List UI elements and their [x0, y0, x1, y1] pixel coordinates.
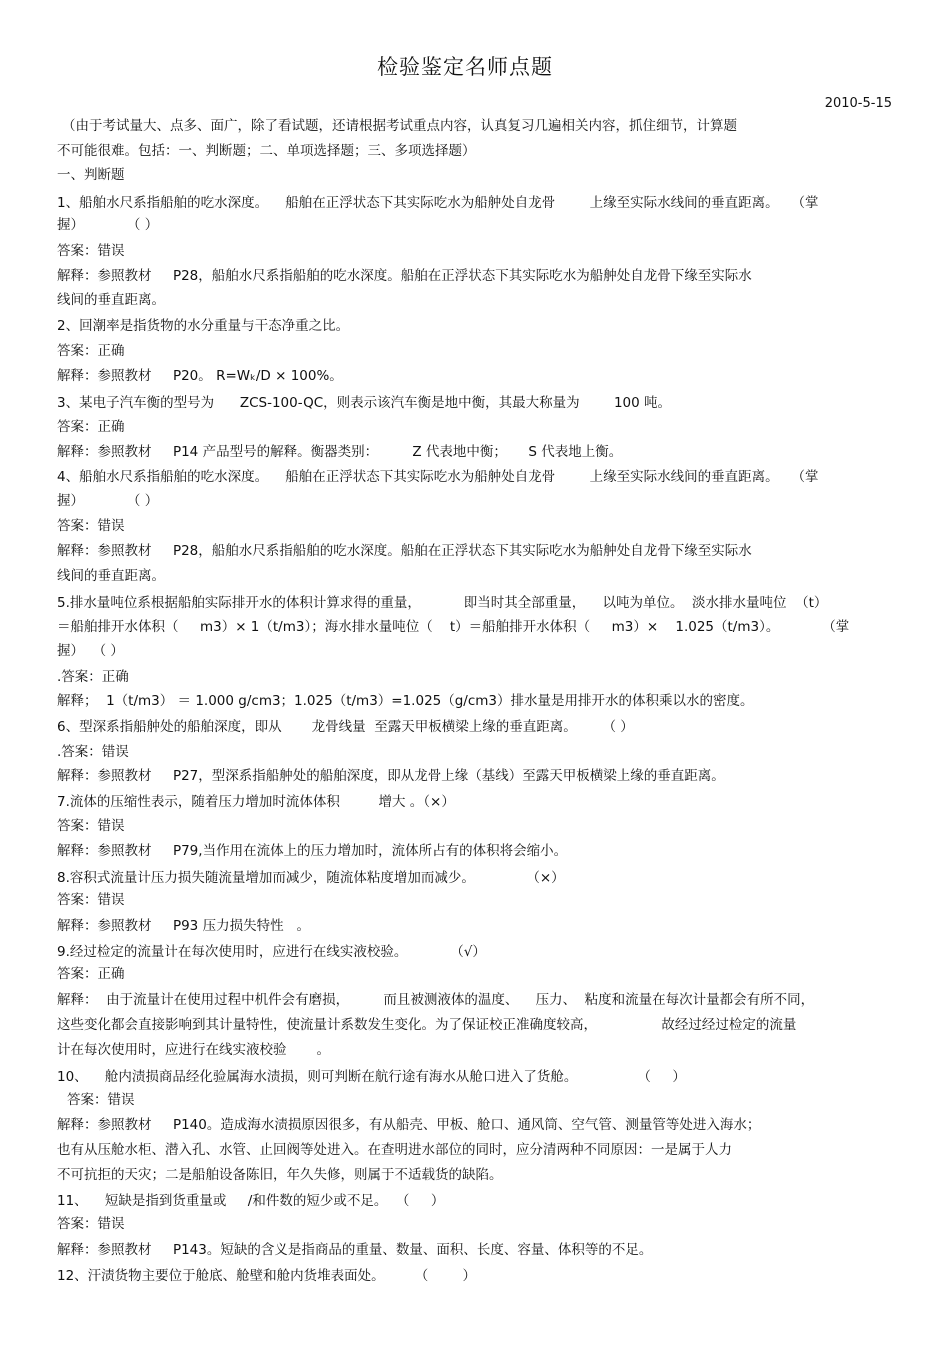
answer-text: 答案：错误 [57, 892, 125, 908]
explanation-text: 解释：参照教材 P143。短缺的含义是指商品的重量、数量、面积、长度、容量、体积等的不足。 [57, 1242, 653, 1258]
text-line: 握） （ ） [57, 217, 159, 233]
question-text: 1、船舶水尺系指船舶的吃水深度。 船舶在正浮状态下其实际吃水为船舯处自龙骨 上缘至实际水线间的垂直距离。 （掌 [57, 195, 819, 211]
text-line: ＝船舶排开水体积（ m3）× 1（t/m3）；海水排水量吨位（ t）＝船舶排开水体积（ m3）× 1.025（t/m3）。 （掌 [57, 619, 850, 635]
answer-text: 答案：正确 [57, 419, 125, 435]
answer-text: 答案：错误 [57, 518, 125, 534]
explanation-text: 解释：参照教材 P140。造成海水渍损原因很多，有从船壳、甲板、舱口、通风筒、空气管、测量管等处进入海水； [57, 1117, 761, 1133]
text-line: 握） （ ） [57, 643, 124, 659]
answer-text: 答案：错误 [57, 1216, 125, 1232]
question-text: 3、某电子汽车衡的型号为 ZCS-100-QC，则表示该汽车衡是地中衡，其最大称量为 100 吨。 [57, 395, 672, 411]
question-text: 12、汗渍货物主要位于舱底、舱壁和舱内货堆表面处。 （ ） [57, 1268, 477, 1284]
question-text: 5.排水量吨位系根据船舶实际排开水的体积计算求得的重量， 即当时其全部重量， 以吨为单位。 淡水排水量吨位 （t） [57, 595, 828, 611]
explanation-text: 解释：参照教材 P93 压力损失特性 。 [57, 918, 310, 934]
question-text: 10、 舱内渍损商品经化验属海水渍损，则可判断在航行途有海水从舱口进入了货舱。 （ ） [57, 1069, 686, 1085]
text-line: 也有从压舱水柜、潜入孔、水管、止回阀等处进入。在查明进水部位的同时，应分清两种不同原因：一是属于人力 [57, 1142, 732, 1158]
answer-text: .答案：错误 [57, 744, 129, 760]
section-heading: 一、判断题 [57, 167, 125, 183]
text-line: 不可能很难。包括：一、判断题；二、单项选择题；三、多项选择题） [57, 143, 476, 159]
text-line: 握） （ ） [57, 493, 159, 509]
document-title: 检验鉴定名师点题 [377, 55, 553, 79]
question-text: 8.容积式流量计压力损失随流量增加而减少，随流体粘度增加而减少。 （×） [57, 870, 565, 886]
explanation-text: 解释： 由于流量计在使用过程中机件会有磨损， 而且被测液体的温度、 压力、 粘度和流量在每次计量都会有所不同， [57, 992, 815, 1008]
explanation-text: 解释：参照教材 P79,当作用在流体上的压力增加时，流体所占有的体积将会缩小。 [57, 843, 568, 859]
text-line: （由于考试量大、点多、面广，除了看试题，还请根据考试重点内容，认真复习几遍相关内容，抓住细节，计算题 [62, 118, 737, 134]
document-date: 2010-5-15 [824, 96, 892, 111]
answer-text: 答案：错误 [57, 243, 125, 259]
explanation-text: 解释：参照教材 P28，船舶水尺系指船舶的吃水深度。船舶在正浮状态下其实际吃水为船舯处自龙骨下缘至实际水 [57, 268, 752, 284]
text-line: 计在每次使用时，应进行在线实液校验 。 [57, 1042, 331, 1058]
answer-text: 答案：错误 [57, 818, 125, 834]
question-text: 2、回潮率是指货物的水分重量与干态净重之比。 [57, 318, 350, 334]
question-text: 7.流体的压缩性表示，随着压力增加时流体体积 增大 。（×） [57, 794, 455, 810]
explanation-text: 解释； 1（t/m3） ＝ 1.000 g/cm3；1.025（t/m3）=1.025（g/cm3）排水量是用排开水的体积乘以水的密度。 [57, 693, 754, 709]
answer-text: 答案：错误 [67, 1092, 135, 1108]
explanation-text: 解释：参照教材 P28，船舶水尺系指船舶的吃水深度。船舶在正浮状态下其实际吃水为船舯处自龙骨下缘至实际水 [57, 543, 752, 559]
answer-text: 答案：正确 [57, 966, 125, 982]
explanation-text: 解释：参照教材 P20。 R=Wₖ/D × 100%。 [57, 368, 343, 384]
text-line: 线间的垂直距离。 [57, 568, 165, 584]
text-line: 不可抗拒的天灾；二是船舶设备陈旧，年久失修，则属于不适载货的缺陷。 [57, 1167, 503, 1183]
answer-text: 答案：正确 [57, 343, 125, 359]
explanation-text: 解释：参照教材 P27，型深系指船舯处的船舶深度，即从龙骨上缘（基线）至露天甲板横梁上缘的垂直距离。 [57, 768, 725, 784]
question-text: 9.经过检定的流量计在每次使用时，应进行在线实液校验。 （√） [57, 944, 486, 960]
explanation-text: 解释：参照教材 P14 产品型号的解释。衡器类别： Z 代表地中衡； S 代表地上衡。 [57, 444, 623, 460]
question-text: 11、 短缺是指到货重量或 /和件数的短少或不足。 （ ） [57, 1193, 445, 1209]
answer-text: .答案：正确 [57, 669, 129, 685]
question-text: 6、型深系指船舯处的船舶深度，即从 龙骨线量 至露天甲板横梁上缘的垂直距离。 （ ） [57, 719, 634, 735]
text-line: 线间的垂直距离。 [57, 292, 165, 308]
text-line: 这些变化都会直接影响到其计量特性，使流量计系数发生变化。为了保证校正准确度较高， 故经过经过检定的流量 [57, 1017, 797, 1033]
question-text: 4、船舶水尺系指船舶的吃水深度。 船舶在正浮状态下其实际吃水为船舯处自龙骨 上缘至实际水线间的垂直距离。 （掌 [57, 469, 819, 485]
